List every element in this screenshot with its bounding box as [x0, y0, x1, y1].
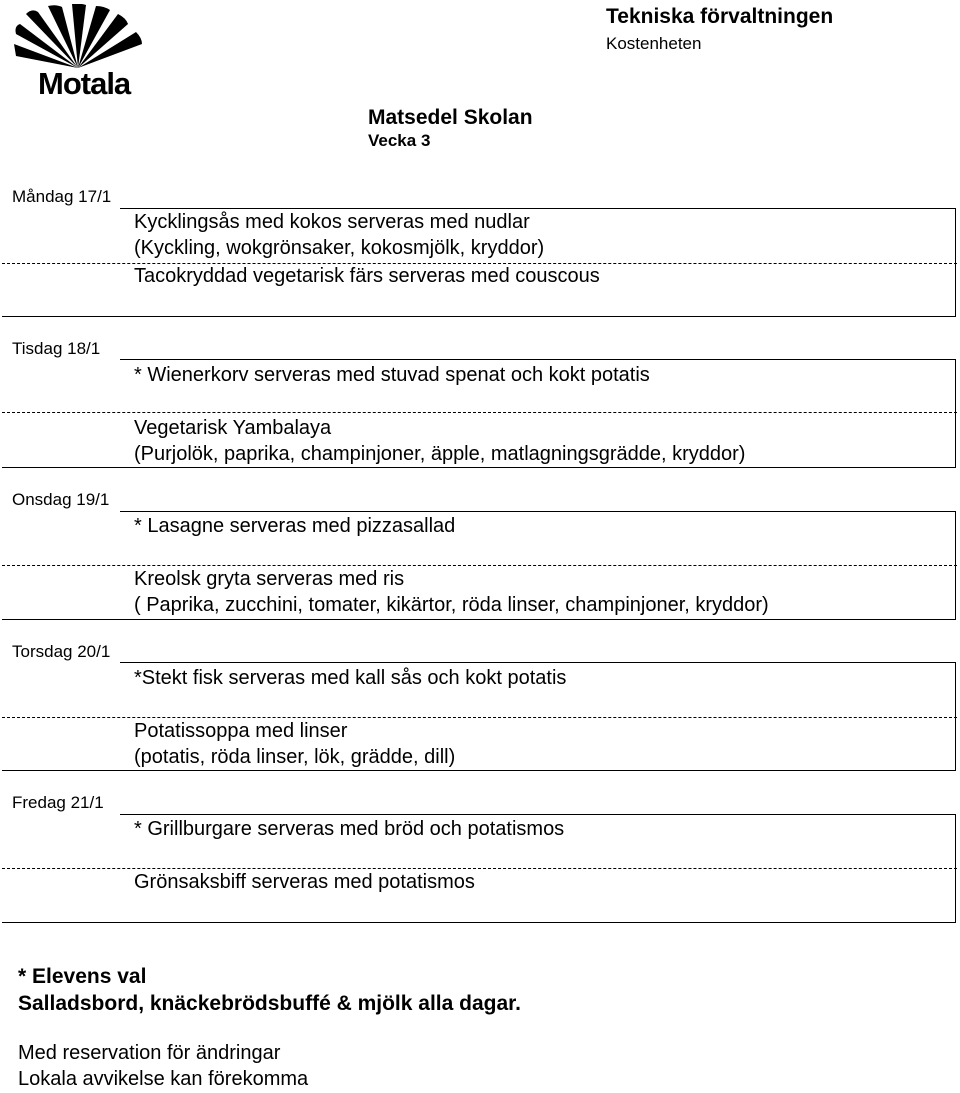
dish-line: Kycklingsås med kokos serveras med nudlar [134, 211, 530, 233]
dish-line: Kreolsk gryta serveras med ris [134, 568, 405, 590]
dish-line: * Lasagne serveras med pizzasallad [134, 515, 456, 537]
week-label: Vecka 3 [368, 131, 431, 150]
organization-name: Tekniska förvaltningen [606, 5, 834, 28]
day-label-friday: Fredag 21/1 [12, 793, 104, 812]
day-label-wednesday: Onsdag 19/1 [12, 490, 110, 509]
dish-line: Potatissoppa med linser [134, 720, 348, 742]
local-deviation-note: Lokala avvikelse kan förekomma [18, 1068, 309, 1090]
legend-elevens-val: * Elevens val [18, 965, 147, 988]
day-box-friday [2, 814, 956, 923]
day-label-tuesday: Tisdag 18/1 [12, 339, 101, 358]
dish-line: * Grillburgare serveras med bröd och potatismos [134, 818, 565, 840]
dish-line: * Wienerkorv serveras med stuvad spenat och kokt potatis [134, 364, 650, 386]
daily-offer-note: Salladsbord, knäckebrödsbuffé & mjölk alla dagar. [18, 992, 521, 1015]
motala-logo [12, 4, 148, 100]
dish-line: Tacokryddad vegetarisk färs serveras med couscous [134, 265, 600, 287]
dish-line: (potatis, röda linser, lök, grädde, dill) [134, 746, 456, 768]
reservation-note: Med reservation för ändringar [18, 1042, 281, 1064]
day-label-thursday: Torsdag 20/1 [12, 642, 111, 661]
fan-emblem-icon [12, 4, 148, 70]
dish-line: Grönsaksbiff serveras med potatismos [134, 871, 475, 893]
dish-line: ( Paprika, zucchini, tomater, kikärtor, röda linser, champinjoner, kryddor) [134, 594, 769, 616]
dashed-separator [2, 412, 957, 413]
dish-line: (Kyckling, wokgrönsaker, kokosmjölk, kryddor) [134, 237, 545, 259]
day-box-tuesday [2, 359, 956, 468]
day-box-thursday [2, 662, 956, 771]
logo-wordmark: Motala [38, 66, 131, 101]
dish-line: (Purjolök, paprika, champinjoner, äpple, matlagningsgrädde, kryddor) [134, 443, 746, 465]
page-title: Matsedel Skolan [368, 106, 533, 129]
day-box-wednesday [2, 511, 956, 620]
day-box-monday [2, 208, 956, 317]
unit-name: Kostenheten [606, 34, 702, 53]
dish-line: *Stekt fisk serveras med kall sås och kokt potatis [134, 667, 567, 689]
day-label-monday: Måndag 17/1 [12, 187, 112, 206]
dish-line: Vegetarisk Yambalaya [134, 417, 332, 439]
